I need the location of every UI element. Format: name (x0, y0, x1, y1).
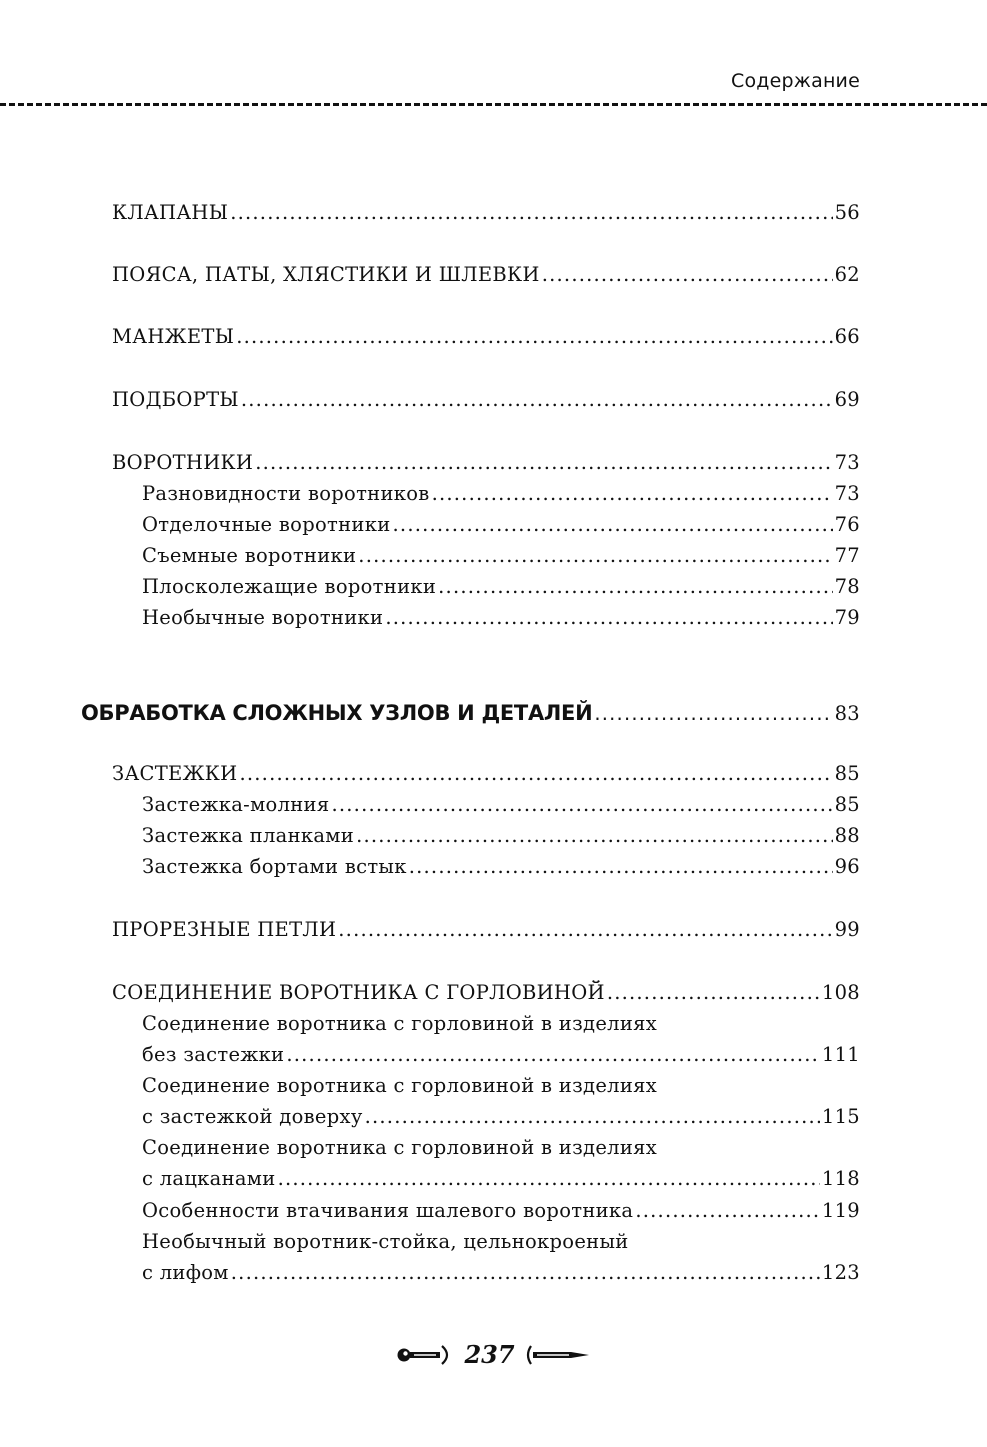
toc-subentry[interactable] (142, 1104, 860, 1130)
toc-page-number: 108 (821, 981, 860, 1004)
toc-leader-dots (230, 200, 832, 226)
toc-leader-dots (236, 324, 832, 350)
toc-entry-title: Застежка бортами встык (142, 855, 407, 878)
toc-entry-soedinenie[interactable] (112, 980, 860, 1006)
toc-page-number: 56 (834, 201, 860, 224)
toc-page-number: 83 (834, 702, 860, 725)
toc-leader-dots (358, 543, 832, 569)
toc-entry-manzhety[interactable] (112, 324, 860, 350)
toc-entry-title: ВОРОТНИКИ (112, 451, 254, 474)
toc-page-number: 69 (834, 388, 860, 411)
toc-leader-dots (255, 450, 832, 476)
toc-page-number: 73 (834, 451, 860, 474)
toc-page-number: 77 (834, 544, 860, 567)
toc-subentry[interactable] (142, 1260, 860, 1286)
toc-leader-dots (239, 761, 832, 787)
toc-entry-title: Необычные воротники (142, 606, 384, 629)
toc-chapter-heading[interactable] (81, 700, 860, 727)
toc-entry-zastezhki[interactable] (112, 761, 860, 787)
toc-leader-dots (338, 917, 832, 943)
toc-entry-title: Особенности втачивания шалевого воротника (142, 1199, 634, 1222)
toc-entry-title: без застежки (142, 1043, 285, 1066)
toc-page-number: 118 (821, 1167, 860, 1190)
sewing-needle-left-icon (396, 1344, 454, 1366)
toc-entry-title: СОЕДИНЕНИЕ ВОРОТНИКА С ГОРЛОВИНОЙ (112, 981, 605, 1004)
toc-entry-title: ПОДБОРТЫ (112, 388, 239, 411)
toc-page-number: 76 (834, 513, 860, 536)
toc-leader-dots (241, 387, 833, 413)
toc-subentry[interactable] (142, 512, 860, 538)
toc-subentry-line1: Соединение воротника с горловиной в изделиях (142, 1012, 658, 1035)
toc-entry-vorotniki[interactable] (112, 450, 860, 476)
toc-entry-poyasa[interactable] (112, 262, 860, 288)
toc-entry-title: Разновидности воротников (142, 482, 430, 505)
toc-page-number: 78 (834, 575, 860, 598)
toc-entry-title: ЗАСТЕЖКИ (112, 762, 238, 785)
toc-subentry-line1: Необычный воротник-стойка, цельнокроеный (142, 1230, 629, 1253)
toc-entry-title: КЛАПАНЫ (112, 201, 229, 224)
toc-entry-klapany[interactable] (112, 200, 860, 226)
toc-page-number: 99 (834, 918, 860, 941)
toc-page-number: 119 (821, 1199, 860, 1222)
page-folio (0, 1340, 987, 1369)
toc-page-number: 111 (821, 1043, 860, 1066)
toc-leader-dots (542, 262, 833, 288)
toc-page-number: 123 (821, 1261, 860, 1284)
toc-entry-title: Плосколежащие воротники (142, 575, 437, 598)
toc-page-number: 79 (834, 606, 860, 629)
toc-leader-dots (393, 512, 833, 538)
toc-leader-dots (331, 792, 832, 818)
toc-leader-dots (278, 1166, 820, 1192)
toc-leader-dots (432, 481, 833, 507)
toc-leader-dots (438, 574, 832, 600)
toc-entry-title: с лацканами (142, 1167, 276, 1190)
running-header-title: Содержание (731, 70, 860, 92)
toc-page-number: 96 (834, 855, 860, 878)
toc-subentry-line1: Соединение воротника с горловиной в изделиях (142, 1074, 658, 1097)
sewing-needle-right-icon (525, 1344, 591, 1366)
toc-page-number: 73 (834, 482, 860, 505)
toc-page-number: 85 (834, 762, 860, 785)
toc-leader-dots (635, 1198, 820, 1224)
toc-leader-dots (286, 1042, 820, 1068)
toc-subentry[interactable] (142, 854, 860, 880)
toc-entry-title: ПРОРЕЗНЫЕ ПЕТЛИ (112, 918, 337, 941)
page-number: 237 (464, 1340, 515, 1369)
toc-page-number: 85 (834, 793, 860, 816)
toc-entry-title: Съемные воротники (142, 544, 357, 567)
toc-page-number: 66 (834, 325, 860, 348)
toc-leader-dots (594, 701, 832, 727)
toc-leader-dots (356, 823, 833, 849)
toc-entry-title: ОБРАБОТКА СЛОЖНЫХ УЗЛОВ И ДЕТАЛЕЙ (81, 701, 593, 725)
toc-entry-title: Отделочные воротники (142, 513, 391, 536)
toc-subentry[interactable] (142, 605, 860, 631)
toc-entry-title: МАНЖЕТЫ (112, 325, 235, 348)
toc-leader-dots (409, 854, 833, 880)
toc-entry-title: Застежка-молния (142, 793, 330, 816)
toc-entry-podborty[interactable] (112, 387, 860, 413)
toc-subentry[interactable] (142, 1198, 860, 1224)
toc-subentry[interactable] (142, 792, 860, 818)
toc-leader-dots (231, 1260, 820, 1286)
toc-subentry[interactable] (142, 574, 860, 600)
toc-subentry[interactable] (142, 1166, 860, 1192)
toc-subentry[interactable] (142, 543, 860, 569)
toc-subentry[interactable] (142, 1042, 860, 1068)
toc-page-number: 88 (834, 824, 860, 847)
toc-page-number: 115 (821, 1105, 860, 1128)
toc-subentry-line1: Соединение воротника с горловиной в изделиях (142, 1136, 658, 1159)
toc-entry-petli[interactable] (112, 917, 860, 943)
toc-subentry[interactable] (142, 481, 860, 507)
toc-entry-title: с лифом (142, 1261, 229, 1284)
toc-leader-dots (385, 605, 832, 631)
toc-entry-title: Застежка планками (142, 824, 355, 847)
toc-entry-title: ПОЯСА, ПАТЫ, ХЛЯСТИКИ И ШЛЕВКИ (112, 263, 540, 286)
header-dashed-rule (0, 103, 987, 106)
toc-entry-title: с застежкой доверху (142, 1105, 363, 1128)
toc-leader-dots (607, 980, 820, 1006)
toc-page-number: 62 (834, 263, 860, 286)
toc-leader-dots (365, 1104, 820, 1130)
toc-subentry[interactable] (142, 823, 860, 849)
